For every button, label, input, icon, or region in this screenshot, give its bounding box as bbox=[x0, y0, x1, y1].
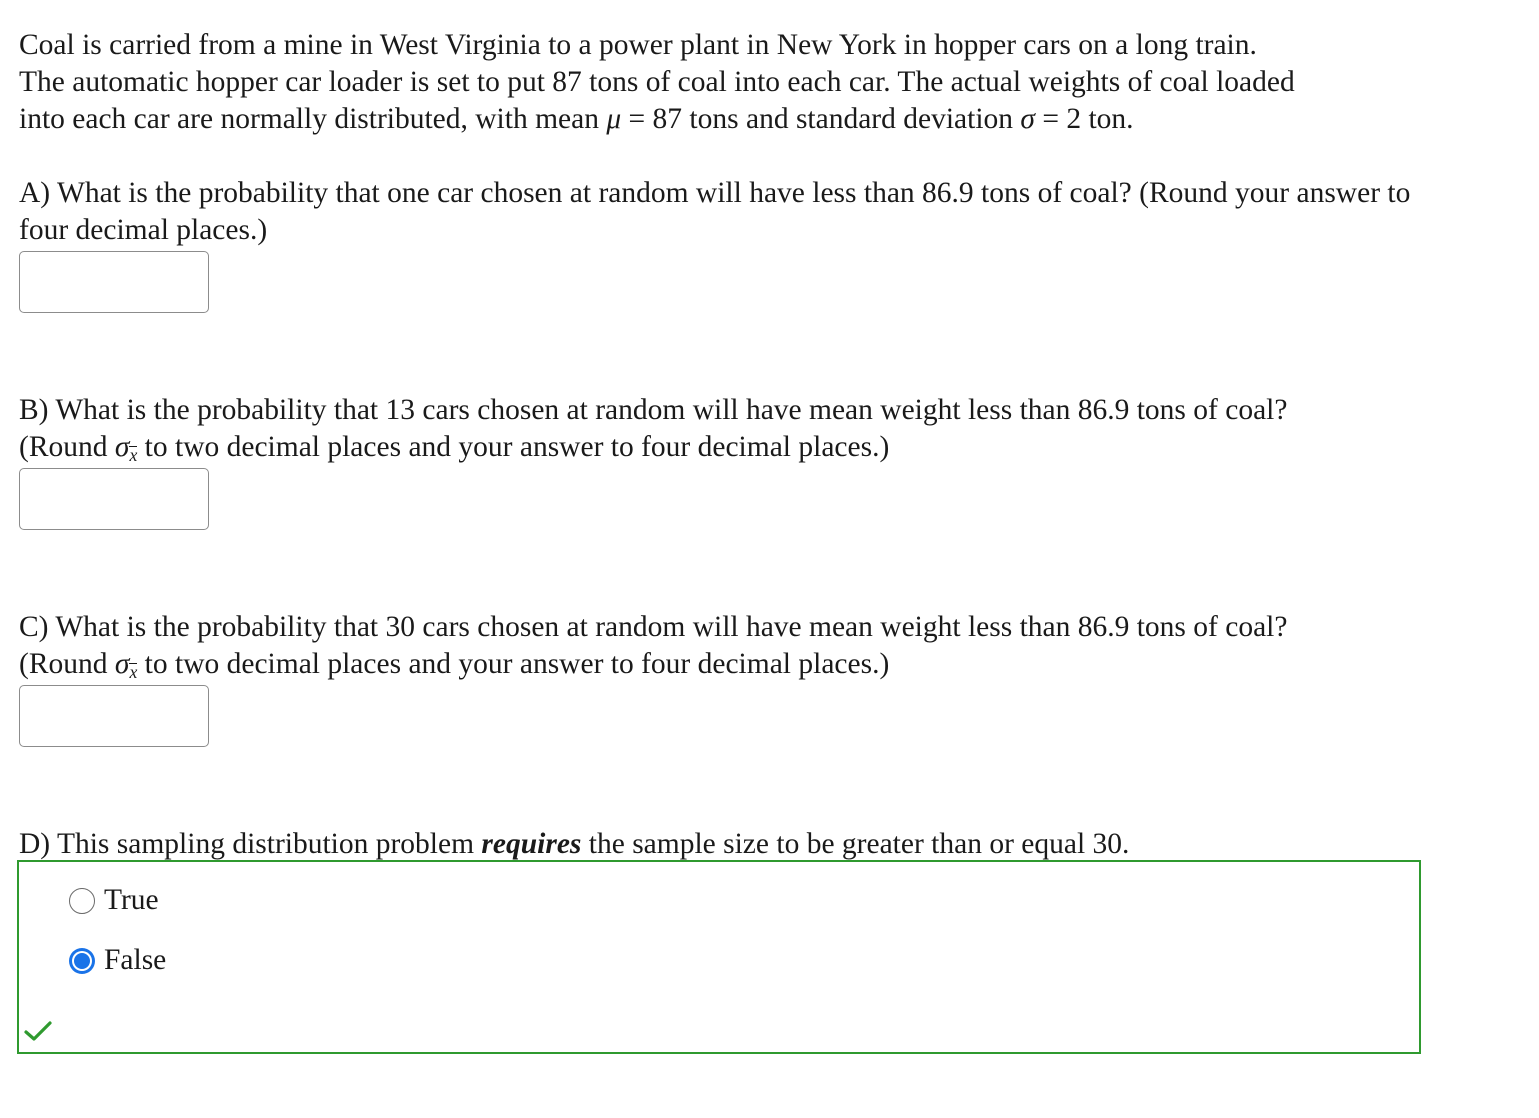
question-d-text-b: the sample size to be greater than or equal 30. bbox=[581, 828, 1130, 860]
radio-false[interactable] bbox=[69, 948, 95, 974]
question-c-round-prefix: (Round bbox=[19, 648, 115, 680]
checkmark-icon bbox=[23, 1020, 53, 1042]
sigma-symbol: σ bbox=[1020, 103, 1035, 135]
option-true[interactable] bbox=[69, 884, 159, 917]
option-false-label: False bbox=[104, 944, 167, 976]
intro-line-2: The automatic hopper car loader is set to put 87 tons of coal into each car. The actual weights of coal loaded bbox=[19, 66, 1295, 98]
problem-intro bbox=[19, 27, 1419, 138]
question-d-text-a: D) This sampling distribution problem bbox=[19, 828, 482, 860]
answer-c-input[interactable] bbox=[19, 685, 209, 747]
question-b-line-1: B) What is the probability that 13 cars chosen at random will have mean weight less than 86.9 tons of coal? bbox=[19, 394, 1288, 426]
answer-b-input[interactable] bbox=[19, 468, 209, 530]
question-d bbox=[19, 826, 1419, 863]
question-a bbox=[19, 175, 1419, 249]
question-b-round-suffix: to two decimal places and your answer to four decimal places.) bbox=[137, 431, 890, 463]
radio-true[interactable] bbox=[69, 888, 95, 914]
answer-d-choices bbox=[17, 860, 1421, 1054]
answer-a-input[interactable] bbox=[19, 251, 209, 313]
sigma-xbar-symbol: σ bbox=[114, 648, 130, 680]
sigma-xbar-symbol: σ bbox=[114, 431, 130, 463]
intro-line-3b: = 87 tons and standard deviation bbox=[621, 103, 1021, 135]
question-c-line-1: C) What is the probability that 30 cars chosen at random will have mean weight less than 86.9 tons of coal? bbox=[19, 611, 1288, 643]
option-false[interactable] bbox=[69, 944, 166, 977]
intro-line-3c: = 2 ton. bbox=[1034, 103, 1134, 135]
xbar-subscript: x bbox=[129, 445, 138, 466]
question-c-round-suffix: to two decimal places and your answer to four decimal places.) bbox=[137, 648, 890, 680]
intro-line-1: Coal is carried from a mine in West Virginia to a power plant in New York in hopper cars on a long train. bbox=[19, 29, 1257, 61]
xbar-subscript: x bbox=[129, 662, 138, 683]
question-d-emphasis: requires bbox=[481, 828, 582, 860]
question-c bbox=[19, 609, 1419, 691]
question-b-round-prefix: (Round bbox=[19, 431, 115, 463]
mu-symbol: μ bbox=[606, 103, 622, 135]
intro-line-3a: into each car are normally distributed, with mean bbox=[19, 103, 607, 135]
question-a-text: A) What is the probability that one car chosen at random will have less than 86.9 tons of coal? (Round your answer to four decimal places.) bbox=[19, 177, 1411, 246]
option-true-label: True bbox=[104, 884, 159, 916]
question-b bbox=[19, 392, 1419, 474]
